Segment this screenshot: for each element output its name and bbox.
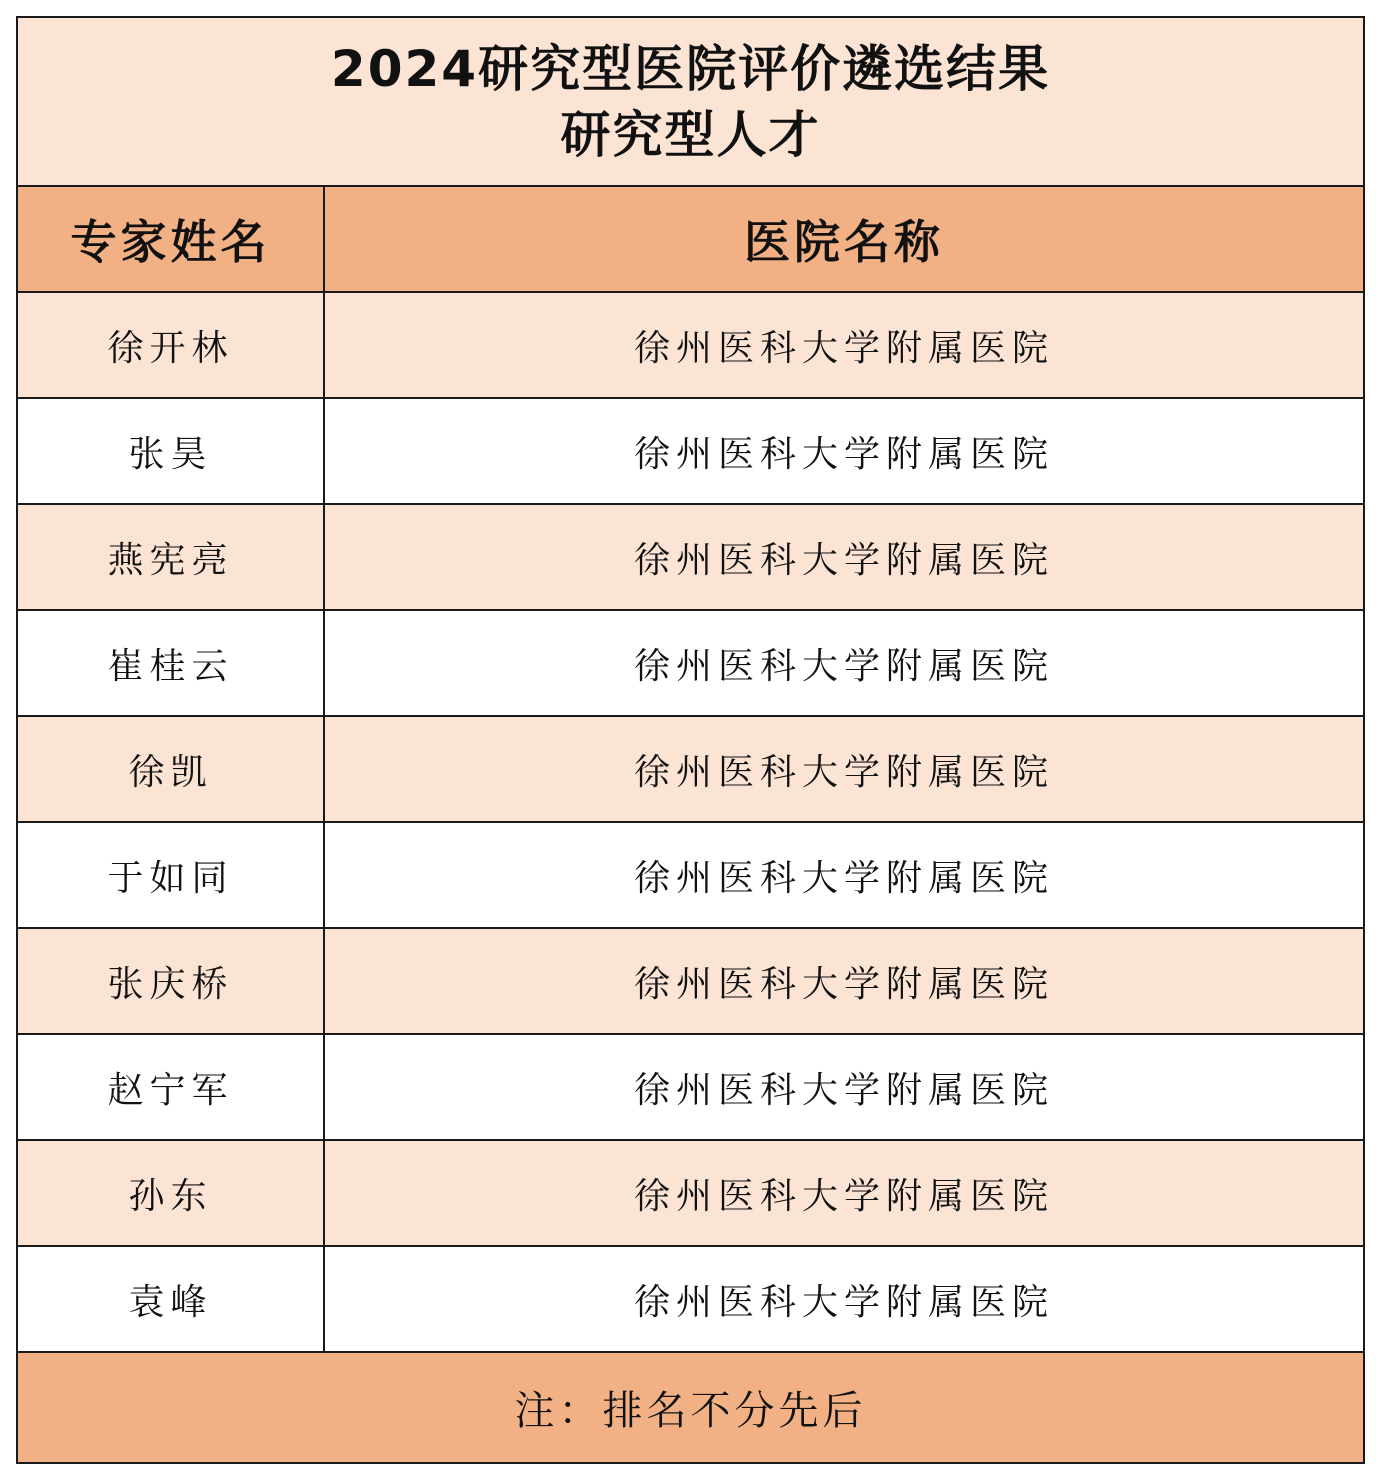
footer-note: 注：排名不分先后 <box>17 1352 1364 1463</box>
title-line-2: 研究型人才 <box>560 105 821 164</box>
results-table <box>16 16 1365 1464</box>
expert-name-cell: 张庆桥 <box>17 928 324 1034</box>
table-row <box>17 398 1364 504</box>
expert-name-cell: 张昊 <box>17 398 324 504</box>
hospital-name-cell: 徐州医科大学附属医院 <box>324 610 1364 716</box>
hospital-name-cell: 徐州医科大学附属医院 <box>324 1246 1364 1352</box>
title-row <box>17 17 1364 186</box>
column-header-name: 专家姓名 <box>17 186 324 292</box>
expert-name-cell: 孙东 <box>17 1140 324 1246</box>
expert-name-cell: 徐凯 <box>17 716 324 822</box>
table-row <box>17 610 1364 716</box>
expert-name-cell: 赵宁军 <box>17 1034 324 1140</box>
table-row <box>17 822 1364 928</box>
hospital-name-cell: 徐州医科大学附属医院 <box>324 716 1364 822</box>
table-row <box>17 504 1364 610</box>
table-title <box>17 17 1364 186</box>
table-row <box>17 928 1364 1034</box>
table-row <box>17 1246 1364 1352</box>
title-line-1: 2024研究型医院评价遴选结果 <box>330 39 1051 98</box>
hospital-name-cell: 徐州医科大学附属医院 <box>324 1034 1364 1140</box>
expert-name-cell: 于如同 <box>17 822 324 928</box>
hospital-name-cell: 徐州医科大学附属医院 <box>324 1140 1364 1246</box>
table-row <box>17 1034 1364 1140</box>
column-header-hospital: 医院名称 <box>324 186 1364 292</box>
expert-name-cell: 袁峰 <box>17 1246 324 1352</box>
table-row <box>17 1140 1364 1246</box>
hospital-name-cell: 徐州医科大学附属医院 <box>324 292 1364 398</box>
expert-name-cell: 徐开林 <box>17 292 324 398</box>
hospital-name-cell: 徐州医科大学附属医院 <box>324 822 1364 928</box>
table-row <box>17 716 1364 822</box>
footer-row <box>17 1352 1364 1463</box>
table-row <box>17 292 1364 398</box>
hospital-name-cell: 徐州医科大学附属医院 <box>324 928 1364 1034</box>
expert-name-cell: 燕宪亮 <box>17 504 324 610</box>
hospital-name-cell: 徐州医科大学附属医院 <box>324 398 1364 504</box>
expert-name-cell: 崔桂云 <box>17 610 324 716</box>
header-row <box>17 186 1364 292</box>
hospital-name-cell: 徐州医科大学附属医院 <box>324 504 1364 610</box>
